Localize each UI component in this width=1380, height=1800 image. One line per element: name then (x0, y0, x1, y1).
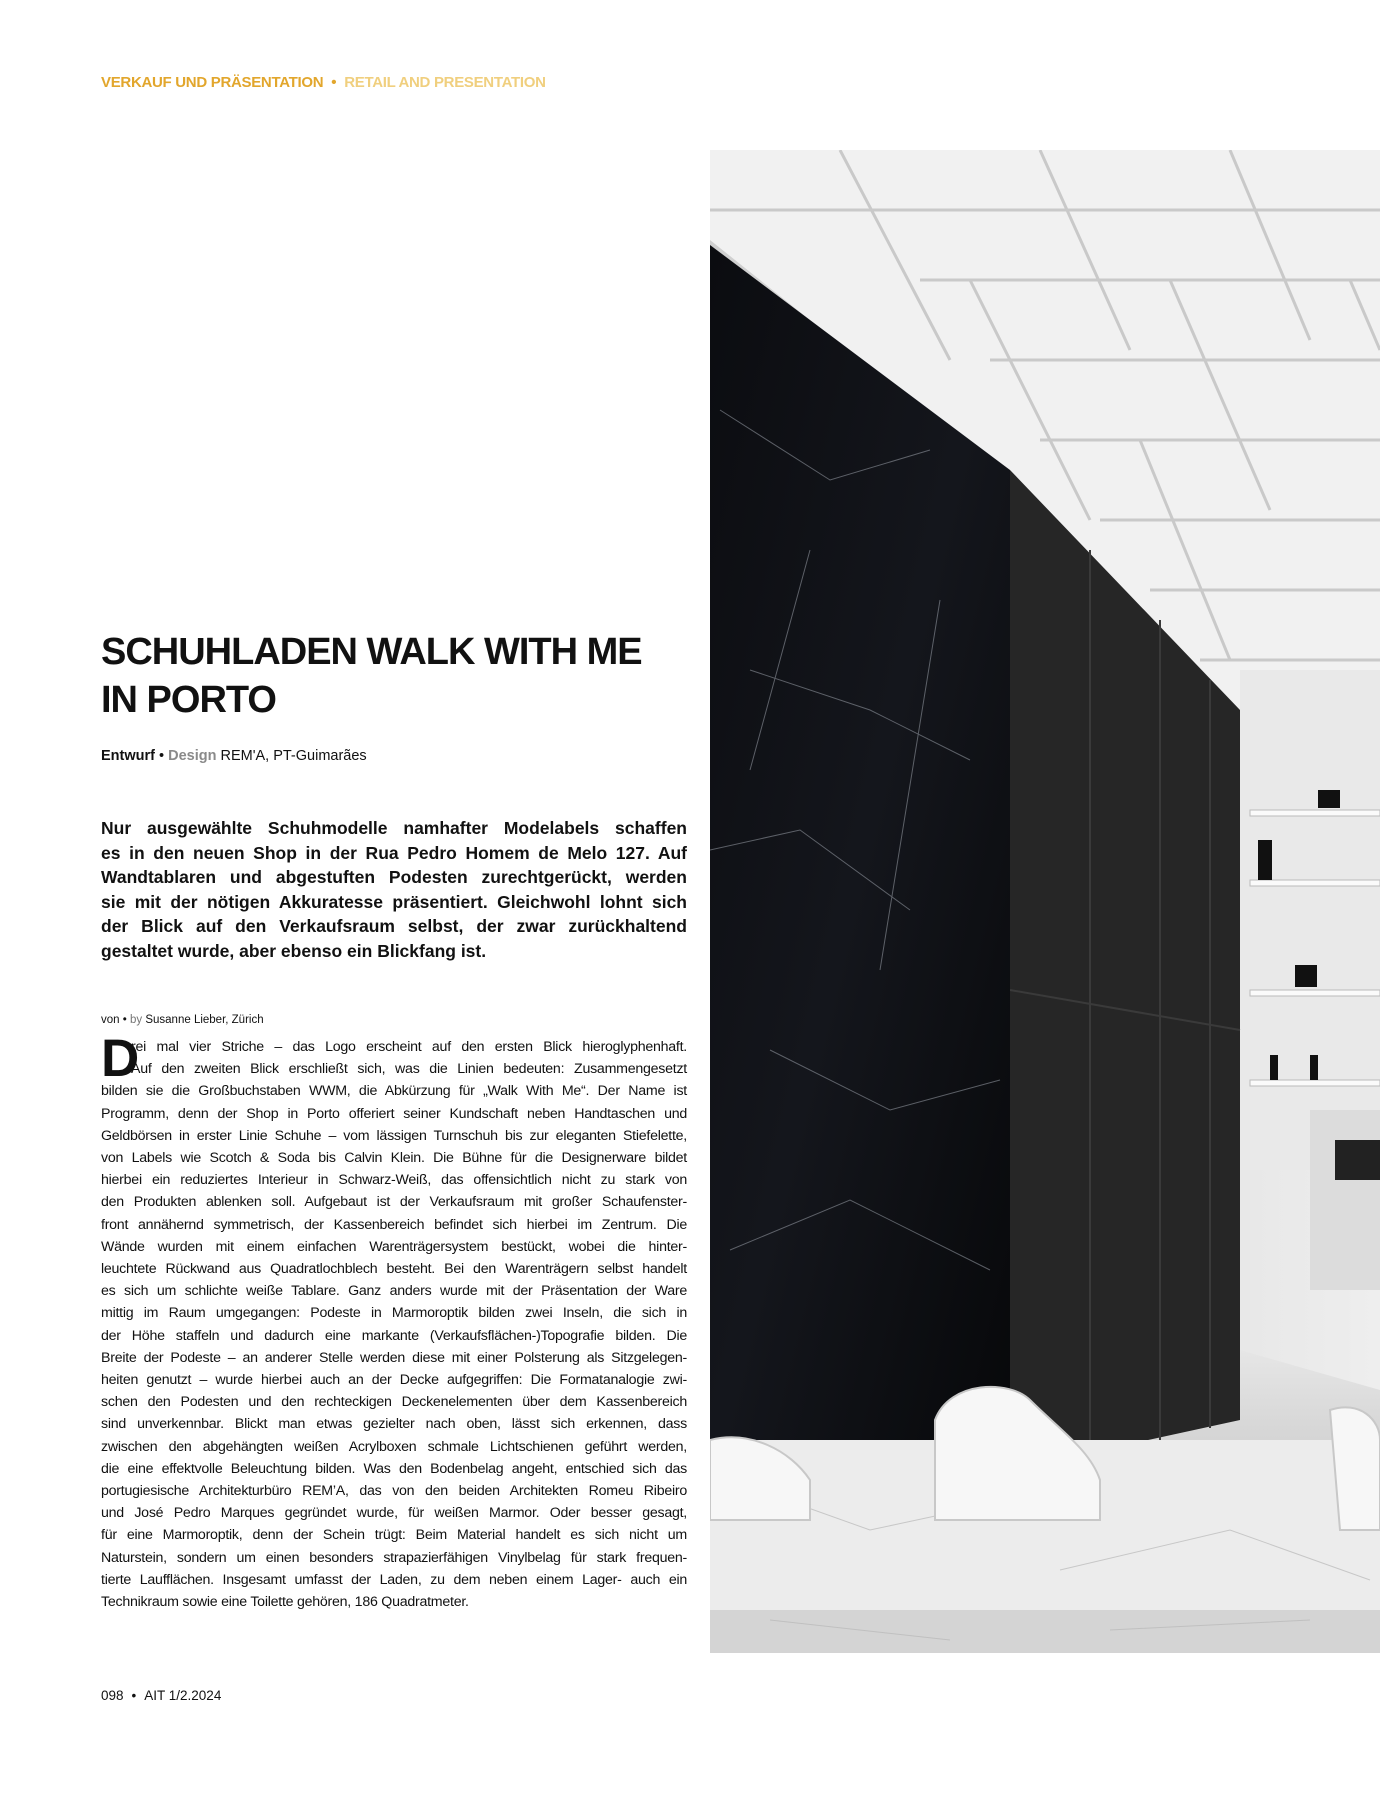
section-kicker (101, 74, 546, 91)
body-line: der Höhe staffeln und dadurch eine markante (Verkaufsflächen-)Topografie bilden. Die (101, 1327, 687, 1344)
body-line: Geldbörsen in erster Linie Schuhe – vom lässigen Turnschuh bis zur eleganten Stiefelette, (101, 1127, 687, 1144)
drop-cap: D (101, 1029, 140, 1088)
credits-label-en: Design (168, 748, 217, 764)
body-text (101, 1029, 687, 1613)
byline-label-de: von (101, 1014, 120, 1026)
lead-paragraph (101, 816, 687, 964)
article-title (101, 628, 701, 724)
lead-line: der Blick auf den Verkaufsraum selbst, der zwar zurückhaltend (101, 916, 687, 937)
byline-label-en: by (129, 1014, 143, 1026)
body-line: Auf den zweiten Blick erschließt sich, was die Linien bedeuten: Zusammengesetzt (131, 1061, 687, 1078)
issue: AIT 1/2.2024 (144, 1688, 222, 1703)
byline (101, 1014, 264, 1026)
design-credits (101, 748, 367, 764)
body-line: Breite der Podeste – an anderer Stelle werden diese mit einer Polsterung als Sitzgelegen- (101, 1349, 687, 1366)
separator: • (331, 74, 337, 91)
separator: • (122, 1014, 127, 1026)
body-line: front annähernd symmetrisch, der Kassenbereich befindet sich hierbei im Zentrum. Die (101, 1216, 687, 1233)
shop-interior-photo (710, 150, 1380, 1653)
title-line: SCHUHLADEN WALK WITH ME (101, 631, 642, 673)
lead-line: es in den neuen Shop in der Rua Pedro Homem de Melo 127. Auf (101, 842, 687, 863)
section-en: RETAIL AND PRESENTATION (344, 74, 546, 91)
body-line: schen den Podesten und den rechteckigen Deckenelementen über dem Kassenbereich (101, 1394, 687, 1411)
separator: • (131, 1688, 137, 1703)
body-line: sind unverkennbar. Blickt man etwas gezielter nach oben, lässt sich erkennen, dass (101, 1416, 687, 1433)
body-line: hierbei ein reduziertes Interieur in Schwarz-Weiß, das offensichtlich nicht zu stark von (101, 1172, 687, 1189)
body-line: und José Pedro Marques gegründet wurde, für weißen Marmor. Oder besser gesagt, (101, 1505, 687, 1522)
body-line: von Labels wie Scotch & Soda bis Calvin Klein. Die Bühne für die Designerware bildet (101, 1150, 687, 1167)
title-line: IN PORTO (101, 679, 276, 721)
body-line: Wände wurden mit einem einfachen Warenträgersystem bestückt, wobei die hinter- (101, 1238, 687, 1255)
body-line: die eine effektvolle Beleuchtung bilden. Was den Bodenbelag angeht, entschied sich das (101, 1460, 687, 1477)
lead-line: sie mit der nötigen Akkuratesse präsentiert. Gleichwohl lohnt sich (101, 891, 687, 912)
credits-label-de: Entwurf (101, 748, 155, 764)
separator: • (159, 748, 165, 764)
body-line: heiten genutzt – wurde hierbei auch an der Decke aufgegriffen: Die Formatanalogie zwi- (101, 1372, 687, 1389)
byline-author: Susanne Lieber, Zürich (145, 1014, 264, 1026)
body-line: Naturstein, sondern um einen besonders strapazierfähigen Vinylbelag für stark frequen- (101, 1549, 687, 1566)
body-line: mittig im Raum umgegangen: Podeste in Marmoroptik bilden zwei Inseln, die sich in (101, 1305, 687, 1322)
body-line: tierte Laufflächen. Insgesamt umfasst der Laden, zu dem neben einem Lager- auch ein (101, 1571, 687, 1588)
body-line: bilden sie die Großbuchstaben WWM, die Abkürzung für „Walk With Me“. Der Name ist (101, 1083, 687, 1100)
body-line: es sich um schlichte weiße Tablare. Ganz anders wurde mit der Präsentation der Ware (101, 1283, 687, 1300)
lead-line: Wandtablaren und abgestuften Podesten zurechtgerückt, werden (101, 867, 687, 888)
body-line: für eine Marmoroptik, denn der Schein trügt: Beim Material handelt es sich nicht um (101, 1527, 687, 1544)
body-line: den Produkten ablenken soll. Aufgebaut ist der Verkaufsraum mit großer Schaufenster- (101, 1194, 687, 1211)
body-line: rei mal vier Striche – das Logo erscheint auf den ersten Blick hieroglyphenhaft. (131, 1039, 687, 1055)
body-line: Programm, denn der Shop in Porto offeriert seiner Kundschaft neben Handtaschen und (101, 1105, 687, 1122)
body-line: leuchtete Rückwand aus Quadratlochblech besteht. Bei den Warenträgern selbst handelt (101, 1261, 687, 1278)
lead-line: Nur ausgewählte Schuhmodelle namhafter Modelabels schaffen (101, 818, 687, 838)
page-number: 098 (101, 1688, 124, 1703)
lead-line: gestaltet wurde, aber ebenso ein Blickfang ist. (101, 940, 487, 961)
body-line: portugiesische Architekturbüro REM’A, das von den beiden Architekten Romeu Ribeiro (101, 1483, 687, 1500)
body-line: zwischen den abgehängten weißen Acrylboxen schmale Lichtschienen geführt werden, (101, 1438, 687, 1455)
page-footer (101, 1688, 221, 1703)
body-line: Technikraum sowie eine Toilette gehören, 186 Quadratmeter. (101, 1594, 469, 1611)
credits-value: REM'A, PT-Guimarães (220, 748, 367, 764)
section-de: VERKAUF UND PRÄSENTATION (101, 74, 324, 91)
